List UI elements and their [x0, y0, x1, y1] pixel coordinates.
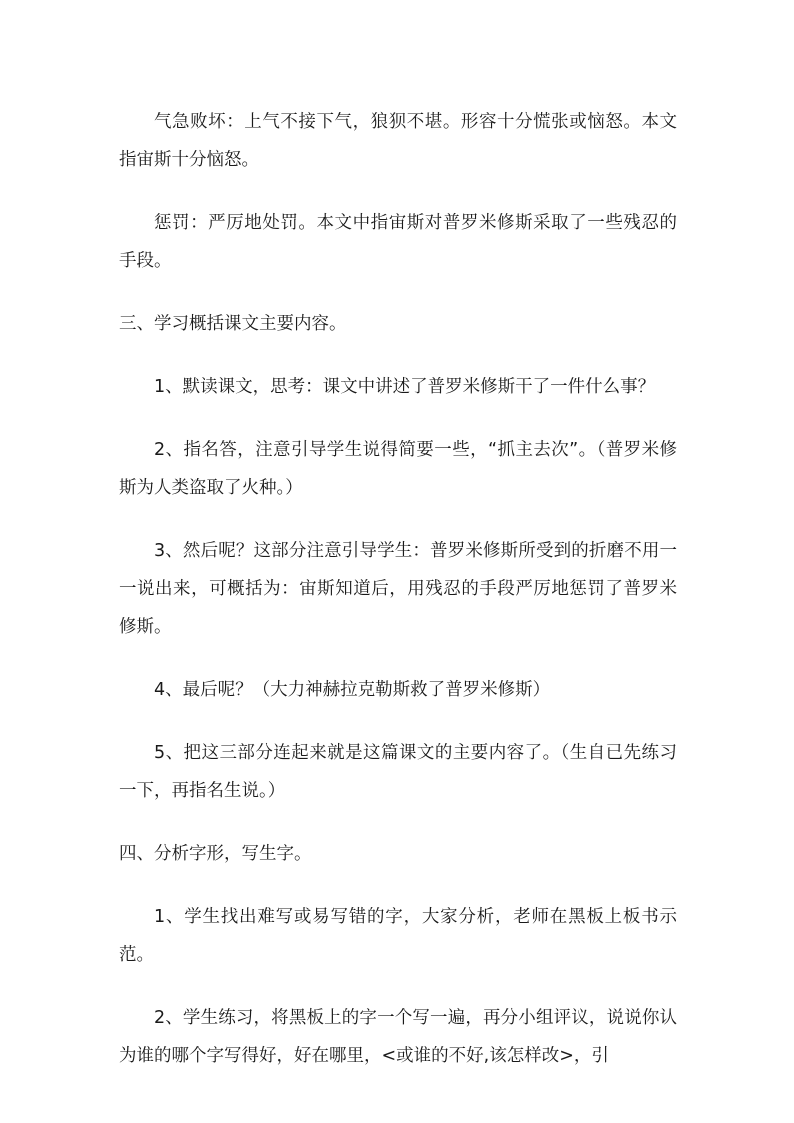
section-heading-3: 三、学习概括课文主要内容。 — [119, 314, 347, 334]
list-item-3-3: 3、然后呢？这部分注意引导学生：普罗米修斯所受到的折磨不用一一说出来，可概括为：宙斯知道后，用残忍的手段严厉地惩罚了普罗米修斯。 — [119, 541, 677, 637]
section-heading-4: 四、分析字形，写生字。 — [119, 844, 312, 864]
list-item-3-2: 2、指名答，注意引导学生说得简要一些，“抓主去次”。（普罗米修斯为人类盗取了火种。） — [119, 440, 677, 498]
definition-chengfa: 惩罚：严厉地处罚。本文中指宙斯对普罗米修斯采取了一些残忍的手段。 — [119, 213, 677, 271]
document-body — [119, 103, 677, 1100]
list-item-3-1: 1、默读课文，思考：课文中讲述了普罗米修斯干了一件什么事？ — [154, 377, 656, 397]
list-item-3-5: 5、把这三部分连起来就是这篇课文的主要内容了。（生自已先练习一下，再指名生说。） — [119, 743, 677, 801]
list-item-3-4: 4、最后呢？（大力神赫拉克勒斯救了普罗米修斯） — [154, 680, 551, 700]
list-item-4-1: 1、学生找出难写或易写错的字，大家分析，老师在黑板上板书示范。 — [119, 907, 677, 965]
definition-qijibaihuai: 气急败坏：上气不接下气，狼狈不堪。形容十分慌张或恼怒。本文指宙斯十分恼怒。 — [119, 112, 677, 170]
list-item-4-2: 2、学生练习，将黑板上的字一个写一遍，再分小组评议，说说你认为谁的哪个字写得好，好在哪里，<或谁的不好,该怎样改>，引 — [119, 1008, 677, 1066]
